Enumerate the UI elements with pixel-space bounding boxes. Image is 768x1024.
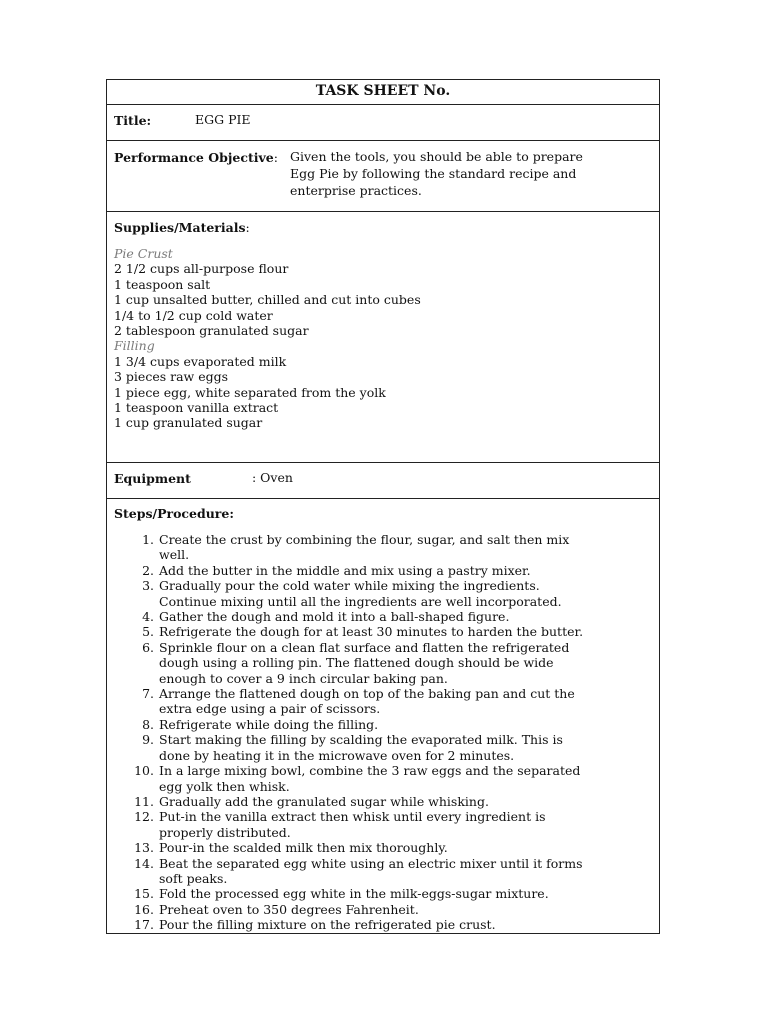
step-item: [107, 717, 661, 732]
step-text-line: Refrigerate while doing the filling.: [159, 716, 379, 732]
step-text-line: Arrange the flattened dough on top of the baking pan and cut the: [159, 686, 575, 702]
step-number: 10.: [134, 763, 154, 779]
step-number: 17.: [134, 917, 154, 933]
crust-item: 2 tablespoon granulated sugar: [114, 323, 309, 339]
step-text-line: Put-in the vanilla extract then whisk until every ingredient is: [159, 809, 546, 825]
equipment-row: [107, 462, 659, 498]
step-item: [107, 886, 661, 901]
step-item: [107, 609, 661, 624]
task-sheet: [106, 79, 660, 934]
step-item: [107, 563, 661, 578]
crust-item: 1/4 to 1/2 cup cold water: [114, 307, 273, 323]
step-item: [107, 840, 661, 855]
steps-row: [107, 498, 659, 933]
performance-objective-colon: :: [273, 150, 278, 165]
step-number: 5.: [142, 624, 154, 640]
step-item: [107, 794, 661, 809]
step-text-line: Preheat oven to 350 degrees Fahrenheit.: [159, 901, 419, 917]
step-text-line: enough to cover a 9 inch circular baking pan.: [159, 670, 448, 686]
filling-item: 1 teaspoon vanilla extract: [114, 400, 279, 416]
step-text-line: properly distributed.: [159, 824, 291, 840]
step-text-line: extra edge using a pair of scissors.: [159, 701, 381, 717]
step-item: [107, 902, 661, 917]
step-text-line: done by heating it in the microwave oven for 2 minutes.: [159, 747, 515, 763]
step-number: 16.: [134, 901, 154, 917]
step-item: [107, 640, 661, 686]
step-text-line: Beat the separated egg white using an electric mixer until it forms: [159, 855, 583, 871]
filling-item: 3 pieces raw eggs: [114, 369, 229, 385]
step-item: [107, 686, 661, 717]
step-text-line: Gather the dough and mold it into a ball-shaped figure.: [159, 609, 510, 625]
step-number: 6.: [142, 639, 154, 655]
title-row: [107, 104, 659, 140]
step-text-line: dough using a rolling pin. The flattened dough should be wide: [159, 655, 554, 671]
step-number: 9.: [142, 732, 154, 748]
step-item: [107, 532, 661, 563]
step-item: [107, 624, 661, 639]
step-text-line: Gradually add the granulated sugar while whisking.: [159, 793, 489, 809]
heading-text: TASK SHEET No.: [315, 83, 451, 99]
supplies-colon: :: [245, 220, 250, 235]
performance-objective-text: [290, 148, 640, 199]
step-text-line: Create the crust by combining the flour, sugar, and salt then mix: [159, 532, 570, 547]
step-number: 3.: [142, 578, 154, 594]
step-item: [107, 917, 661, 932]
filling-item: 1 piece egg, white separated from the yolk: [114, 384, 386, 400]
step-text-line: Fold the processed egg white in the milk-eggs-sugar mixture.: [159, 886, 549, 902]
step-item: [107, 809, 661, 840]
title-label: Title:: [114, 113, 152, 128]
title-value: EGG PIE: [195, 112, 251, 127]
objective-line: enterprise practices.: [290, 183, 422, 198]
supplies-label: [114, 220, 250, 235]
step-text-line: soft peaks.: [159, 870, 228, 886]
objective-line: Egg Pie by following the standard recipe and: [290, 166, 577, 181]
equipment-value: : Oven: [252, 470, 293, 485]
crust-item: 1 cup unsalted butter, chilled and cut into cubes: [114, 292, 421, 308]
step-text-line: Add the butter in the middle and mix using a pastry mixer.: [159, 562, 531, 578]
crust-item: 2 1/2 cups all-purpose flour: [114, 261, 289, 277]
equipment-label: Equipment: [114, 471, 191, 486]
step-text-line: Sprinkle flour on a clean flat surface and flatten the refrigerated: [159, 639, 570, 655]
step-number: 2.: [142, 562, 154, 578]
steps-label: Steps/Procedure:: [114, 506, 234, 521]
step-item: [107, 732, 661, 763]
filling-heading: Filling: [114, 338, 155, 354]
step-text-line: egg yolk then whisk.: [159, 778, 290, 794]
objective-line: Given the tools, you should be able to prepare: [290, 149, 583, 164]
supplies-row: [107, 211, 659, 462]
supplies-list: [114, 246, 421, 431]
step-number: 14.: [134, 855, 154, 871]
steps-list: [107, 532, 661, 933]
step-text-line: Continue mixing until all the ingredients are well incorporated.: [159, 593, 562, 609]
filling-item: 1 3/4 cups evaporated milk: [114, 353, 287, 369]
step-number: 8.: [142, 716, 154, 732]
step-text-line: Pour-in the scalded milk then mix thoroughly.: [159, 840, 448, 856]
filling-item: 1 cup granulated sugar: [114, 415, 263, 431]
supplies-label-text: Supplies/Materials: [114, 220, 246, 235]
step-number: 4.: [142, 609, 154, 625]
performance-objective-row: [107, 140, 659, 211]
step-text-line: Pour the filling mixture on the refrigerated pie crust.: [159, 917, 496, 933]
step-item: [107, 856, 661, 887]
step-number: 11.: [134, 793, 154, 809]
step-text-line: Refrigerate the dough for at least 30 minutes to harden the butter.: [159, 624, 584, 640]
step-text-line: In a large mixing bowl, combine the 3 raw eggs and the separated: [159, 763, 581, 779]
step-number: 1.: [142, 532, 154, 547]
step-text-line: well.: [159, 547, 190, 563]
crust-item: 1 teaspoon salt: [114, 276, 211, 292]
step-item: [107, 763, 661, 794]
performance-objective-label: [114, 150, 278, 165]
step-item: [107, 578, 661, 609]
step-number: 15.: [134, 886, 154, 902]
step-number: 13.: [134, 840, 154, 856]
performance-objective-label-text: Performance Objective: [114, 150, 274, 165]
step-number: 7.: [142, 686, 154, 702]
step-number: 12.: [134, 809, 154, 825]
step-text-line: Gradually pour the cold water while mixing the ingredients.: [159, 578, 540, 594]
task-sheet-heading: [107, 80, 659, 104]
pie-crust-heading: Pie Crust: [114, 246, 173, 261]
step-text-line: Start making the filling by scalding the evaporated milk. This is: [159, 732, 563, 748]
